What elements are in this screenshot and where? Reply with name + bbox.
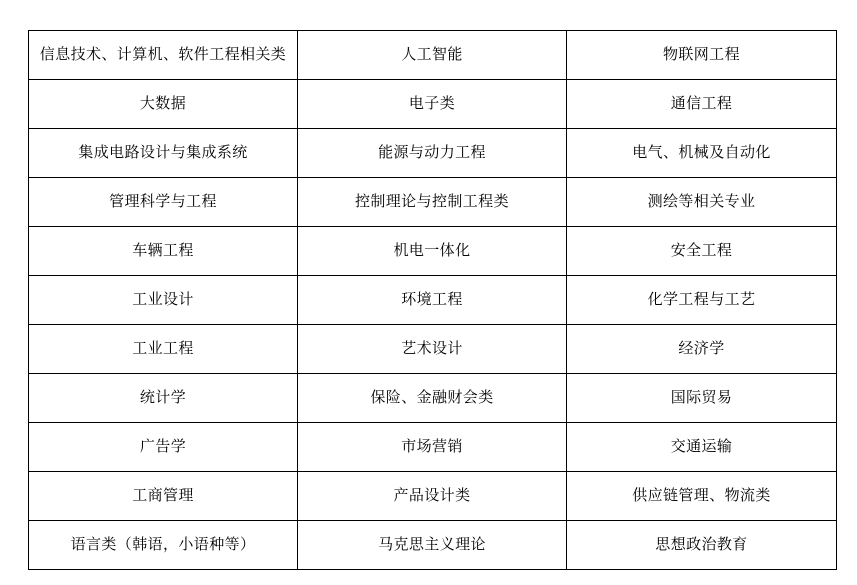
- table-row: [29, 374, 837, 423]
- table-row: [29, 472, 837, 521]
- table-cell: 思想政治教育: [567, 521, 837, 570]
- table-cell: 经济学: [567, 325, 837, 374]
- major-categories-table: [28, 30, 837, 570]
- table-row: [29, 227, 837, 276]
- major-categories-table-container: [28, 30, 836, 570]
- table-cell: 大数据: [29, 80, 298, 129]
- table-cell: 电气、机械及自动化: [567, 129, 837, 178]
- table-cell: 市场营销: [298, 423, 567, 472]
- table-cell: 工业设计: [29, 276, 298, 325]
- table-cell: 保险、金融财会类: [298, 374, 567, 423]
- table-row: [29, 325, 837, 374]
- table-row: [29, 129, 837, 178]
- table-cell: 集成电路设计与集成系统: [29, 129, 298, 178]
- table-cell: 管理科学与工程: [29, 178, 298, 227]
- table-cell: 能源与动力工程: [298, 129, 567, 178]
- table-cell: 国际贸易: [567, 374, 837, 423]
- table-row: [29, 80, 837, 129]
- table-cell: 统计学: [29, 374, 298, 423]
- table-cell: 通信工程: [567, 80, 837, 129]
- table-cell: 工商管理: [29, 472, 298, 521]
- table-cell: 化学工程与工艺: [567, 276, 837, 325]
- table-cell: 产品设计类: [298, 472, 567, 521]
- table-cell: 安全工程: [567, 227, 837, 276]
- table-row: [29, 31, 837, 80]
- table-cell: 供应链管理、物流类: [567, 472, 837, 521]
- table-cell: 广告学: [29, 423, 298, 472]
- table-cell: 工业工程: [29, 325, 298, 374]
- table-row: [29, 276, 837, 325]
- table-cell: 测绘等相关专业: [567, 178, 837, 227]
- table-cell: 车辆工程: [29, 227, 298, 276]
- table-cell: 交通运输: [567, 423, 837, 472]
- table-cell: 信息技术、计算机、软件工程相关类: [29, 31, 298, 80]
- table-cell: 人工智能: [298, 31, 567, 80]
- table-cell: 机电一体化: [298, 227, 567, 276]
- table-row: [29, 521, 837, 570]
- table-cell: 语言类（韩语，小语种等）: [29, 521, 298, 570]
- table-cell: 马克思主义理论: [298, 521, 567, 570]
- table-row: [29, 178, 837, 227]
- table-row: [29, 423, 837, 472]
- table-cell: 控制理论与控制工程类: [298, 178, 567, 227]
- table-cell: 物联网工程: [567, 31, 837, 80]
- table-cell: 艺术设计: [298, 325, 567, 374]
- table-cell: 环境工程: [298, 276, 567, 325]
- table-cell: 电子类: [298, 80, 567, 129]
